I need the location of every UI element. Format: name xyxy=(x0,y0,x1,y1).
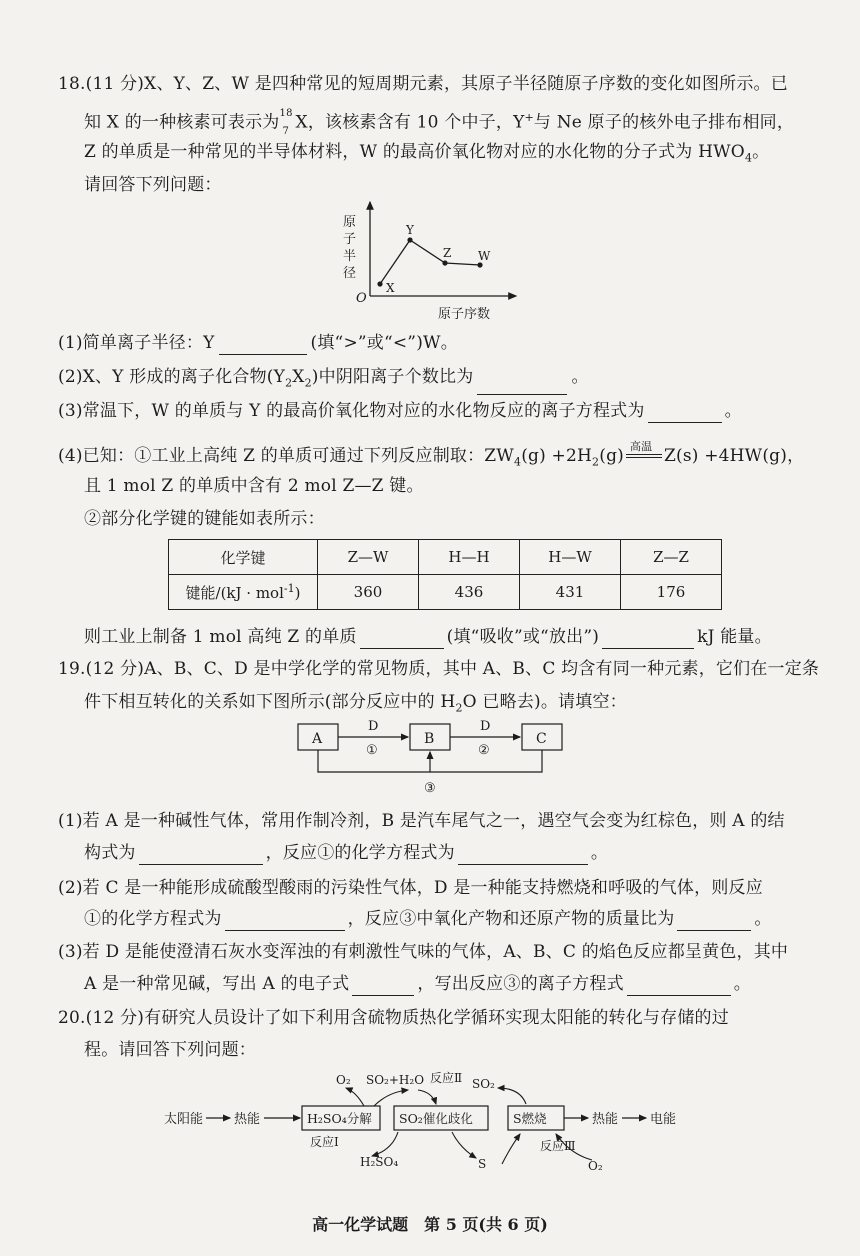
label-w: W xyxy=(478,249,491,263)
reaction-2-label: 反应Ⅱ xyxy=(430,1071,463,1085)
q19-part3-line2: A 是一种常见碱，写出 A 的电子式 ，写出反应③的离子方程式 。 xyxy=(84,974,751,994)
arrow-so2-return xyxy=(498,1088,526,1104)
answer-blank-4[interactable] xyxy=(360,630,444,649)
so2-h2o-label: SO₂+H₂O xyxy=(366,1073,425,1087)
q18-line1: 18.(11 分)X、Y、Z、W 是四种常见的短周期元素，其原子半径随原子序数的变化如图所示。已 xyxy=(58,74,788,94)
arrow-s-in xyxy=(502,1134,520,1164)
q18-part4-line2: 且 1 mol Z 的单质中含有 2 mol Z—Z 键。 xyxy=(84,476,424,496)
box-h2so4-label: H₂SO₄分解 xyxy=(307,1111,372,1126)
q19-line2: 件下相互转化的关系如下图所示(部分反应中的 $H_2O$ 已略去)。请填空： xyxy=(84,692,627,715)
xlabel: 原子序数 xyxy=(438,307,491,320)
q19-part2-line2: ①的化学方程式为 ，反应③中氧化产物和还原产物的质量比为 。 xyxy=(84,909,772,929)
h2so4-label: H₂SO₄ xyxy=(360,1155,399,1169)
answer-blank-8[interactable] xyxy=(225,912,345,931)
arrow-o2-out xyxy=(346,1088,364,1106)
table-cell: 436 xyxy=(419,575,520,610)
radius-curve xyxy=(380,240,480,284)
heat-energy-label-1: 热能 xyxy=(234,1112,261,1127)
point-w xyxy=(477,262,482,267)
label-y: Y xyxy=(406,223,414,237)
label-c: C xyxy=(536,731,547,747)
o2-top-label: O₂ xyxy=(336,1073,351,1087)
answer-blank-10[interactable] xyxy=(352,977,414,996)
answer-blank-6[interactable] xyxy=(139,846,263,865)
atomic-radius-graph xyxy=(330,196,530,320)
point-y xyxy=(407,237,412,242)
arrow-s-out xyxy=(452,1132,476,1158)
q18-part4-line1: (4)已知：①工业上高纯 Z 的单质可通过下列反应制取：$ZW_4(g) +2H_2(g)$ 高温 Z(s) +4HW(g)， xyxy=(58,440,805,469)
q18-part4-last: 则工业上制备 1 mol 高纯 Z 的单质 (填“吸收”或“放出”) kJ 能量。 xyxy=(84,627,772,647)
table-cell: H—W xyxy=(520,540,621,575)
reaction-3-label: 反应Ⅲ xyxy=(540,1139,576,1153)
answer-blank-3[interactable] xyxy=(648,404,722,423)
answer-blank-1[interactable] xyxy=(219,336,307,355)
origin-label: O xyxy=(356,291,367,306)
arrow-h2so4-return xyxy=(372,1132,398,1156)
table-cell: 176 xyxy=(621,575,722,610)
q19-part3-line1: (3)若 D 是能使澄清石灰水变浑浊的有刺激性气味的气体，A、B、C 的焰色反应都呈黄色，其中 xyxy=(58,942,789,962)
table-row xyxy=(169,540,722,575)
answer-blank-11[interactable] xyxy=(627,977,731,996)
q20-line1: 20.(12 分)有研究人员设计了如下利用含硫物质热化学循环实现太阳能的转化与存储的过 xyxy=(58,1008,729,1028)
arrow-so2-h2o-out xyxy=(374,1090,408,1106)
sulfur-cycle-diagram xyxy=(160,1068,700,1180)
answer-blank-9[interactable] xyxy=(677,912,751,931)
q19-part2-line1: (2)若 C 是一种能形成硫酸型酸雨的污染性气体，D 是一种能支持燃烧和呼吸的气体，则反应 xyxy=(58,878,763,898)
table-cell: 键能/(kJ · mol$^{-1}$) xyxy=(169,575,318,610)
table-cell: 化学键 xyxy=(169,540,318,575)
bond-energy-table xyxy=(168,539,722,610)
point-z xyxy=(442,260,447,265)
answer-blank-2[interactable] xyxy=(477,376,567,395)
q19-part1-line2: 构式为 ，反应①的化学方程式为 。 xyxy=(84,843,609,863)
q18-line2: 知 X 的一种核素可表示为 18 7 X，该核素含有 10 个中子，Y+与 Ne 原子的核外电子排布相同， xyxy=(84,107,795,137)
table-cell: H—H xyxy=(419,540,520,575)
table-cell: Z—Z xyxy=(621,540,722,575)
reaction-1-label: 反应Ⅰ xyxy=(310,1135,339,1149)
reaction-3-label: ③ xyxy=(424,781,436,796)
reaction-2-label: ② xyxy=(478,743,490,758)
point-x xyxy=(377,281,382,286)
reagent-d-2: D xyxy=(480,719,491,734)
q18-part3: (3)常温下，W 的单质与 Y 的最高价氧化物对应的水化物反应的离子方程式为 。 xyxy=(58,401,742,421)
arrow-so2-h2o-in xyxy=(418,1090,436,1104)
ylabel-char-2: 子 xyxy=(343,232,357,247)
ylabel-char-3: 半 xyxy=(343,249,357,264)
q18-part2: (2)X、Y 形成的离子化合物$(Y_2X_2)$中阴阳离子个数比为 。 xyxy=(58,365,589,395)
label-b: B xyxy=(424,731,435,747)
label-z: Z xyxy=(443,246,452,260)
q18-part4-line3: ②部分化学键的键能如表所示： xyxy=(84,509,325,529)
electric-energy-label: 电能 xyxy=(650,1112,677,1127)
label-x: X xyxy=(386,281,395,295)
q18-part1: (1)简单离子半径：Y (填“>”或“<”)W。 xyxy=(58,333,458,353)
table-row xyxy=(169,575,722,610)
q18-line3: Z 的单质是一种常见的半导体材料，W 的最高价氧化物对应的水化物的分子式为 $HWO_4$。 xyxy=(84,142,770,165)
q18-line4: 请回答下列问题： xyxy=(84,175,222,195)
ylabel-char-4: 径 xyxy=(343,266,357,281)
reaction-1-label: ① xyxy=(366,743,378,758)
q19-line1: 19.(12 分)A、B、C、D 是中学化学的常见物质，其中 A、B、C 均含有同一种元素，它们在一定条 xyxy=(58,659,820,679)
so2-top-label: SO₂ xyxy=(472,1077,495,1091)
o2-bottom-label: O₂ xyxy=(588,1159,603,1173)
box-s-label: S燃烧 xyxy=(513,1111,547,1126)
answer-blank-7[interactable] xyxy=(458,846,588,865)
q19-part1-line1: (1)若 A 是一种碱性气体，常用作制冷剂，B 是汽车尾气之一，遇空气会变为红棕色，则 A 的结 xyxy=(58,811,785,831)
page-footer: 高一化学试题 第 5 页(共 6 页) xyxy=(312,1215,548,1234)
table-cell: Z—W xyxy=(318,540,419,575)
condition-arrow: 高温 xyxy=(624,445,664,465)
ylabel-char-1: 原 xyxy=(343,215,357,230)
box-so2-label: SO₂催化歧化 xyxy=(399,1111,473,1126)
solar-energy-label: 太阳能 xyxy=(164,1112,204,1127)
q20-line2: 程。请回答下列问题： xyxy=(84,1040,256,1060)
answer-blank-5[interactable] xyxy=(602,630,694,649)
s-label: S xyxy=(478,1157,487,1171)
label-a: A xyxy=(312,731,323,747)
table-cell: 431 xyxy=(520,575,621,610)
reagent-d-1: D xyxy=(368,719,379,734)
table-cell: 360 xyxy=(318,575,419,610)
abc-conversion-diagram xyxy=(290,714,570,798)
heat-energy-label-2: 热能 xyxy=(592,1112,619,1127)
